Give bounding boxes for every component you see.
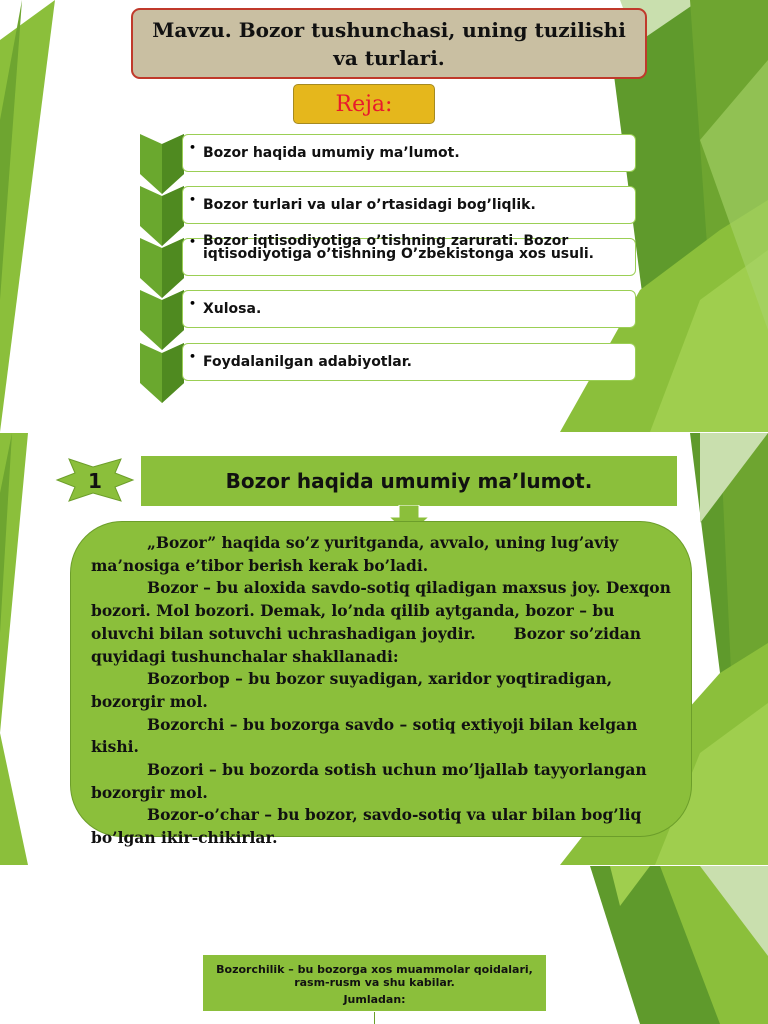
plan-item-text: Bozor iqtisodiyotiga o’tishning zarurati. Bozor iqtisodiyotiga o’tishning O’zbekistonga xos usuli. (203, 233, 595, 262)
slide-plan (0, 0, 768, 432)
page-title: Mavzu. Bozor tushunchasi, uning tuzilishi va turlari. (131, 8, 647, 79)
section-heading: Bozor haqida umumiy ma’lumot. (140, 455, 678, 507)
paragraph: Bozorbop – bu bozor suyadigan, xaridor yoqtiradigan, bozorgir mol. (91, 669, 613, 711)
plan-item-box (182, 343, 636, 381)
section-number: 1 (88, 469, 102, 493)
definition-text: Bozorchilik – bu bozorga xos muammolar qoidalari, rasm-rusm va shu kabilar. (216, 963, 533, 989)
definition-subtext: Jumladan: (343, 993, 406, 1006)
connector-line (374, 1012, 375, 1024)
plan-item-box (182, 290, 636, 328)
paragraph: Bozorchi – bu bozorga savdo – sotiq extiyoji bilan kelgan kishi. (91, 714, 638, 757)
plan-item (140, 343, 640, 389)
plan-item-box (182, 186, 636, 224)
plan-item-text: Foydalanilgan adabiyotlar. (203, 353, 412, 370)
plan-item (140, 290, 640, 336)
bullet-icon: • (189, 350, 197, 363)
bullet-icon: • (189, 297, 197, 310)
slide-section-1 (0, 433, 768, 865)
plan-item (140, 134, 640, 180)
slide-market-note (0, 866, 768, 1024)
plan-item-text: Xulosa. (203, 300, 262, 317)
paragraph: Bozor-o’char – bu bozor, savdo-sotiq va ular bilan bog’liq bo’lgan ikir-chikirlar. (91, 805, 642, 848)
chevron-down-icon (140, 343, 184, 405)
plan-item (140, 186, 640, 232)
definition-box (202, 954, 547, 1012)
bullet-icon: • (189, 193, 197, 206)
plan-item-box (182, 134, 636, 172)
plan-item-text: Bozor haqida umumiy ma’lumot. (203, 144, 460, 161)
plan-label: Reja: (293, 84, 435, 124)
bullet-icon: • (189, 235, 197, 248)
paragraph: Bozor – bu aloxida savdo-sotiq qiladigan maxsus joy. Dexqon bozori. Mol bozori. Demak, lo’nda qilib aytganda, bozor – bu oluvchi bilan sotuvchi uchrashadigan joydir. Bozor so’zidan quyidagi tushunchalar shakllanadi: (91, 578, 671, 666)
plan-item-box (182, 233, 636, 276)
paragraph: Bozori – bu bozorda sotish uchun mo’ljallab tayyorlangan bozorgir mol. (91, 760, 647, 802)
bullet-icon: • (189, 141, 197, 154)
plan-item-text: Bozor turlari va ular o’rtasidagi bog’liqlik. (203, 196, 536, 213)
plan-item (140, 233, 640, 284)
content-text-box (70, 521, 692, 848)
paragraph: „Bozor” haqida so’z yuritganda, avvalo, uning lug’aviy ma’nosiga e’tibor berish kerak bo’ladi. (91, 533, 619, 575)
